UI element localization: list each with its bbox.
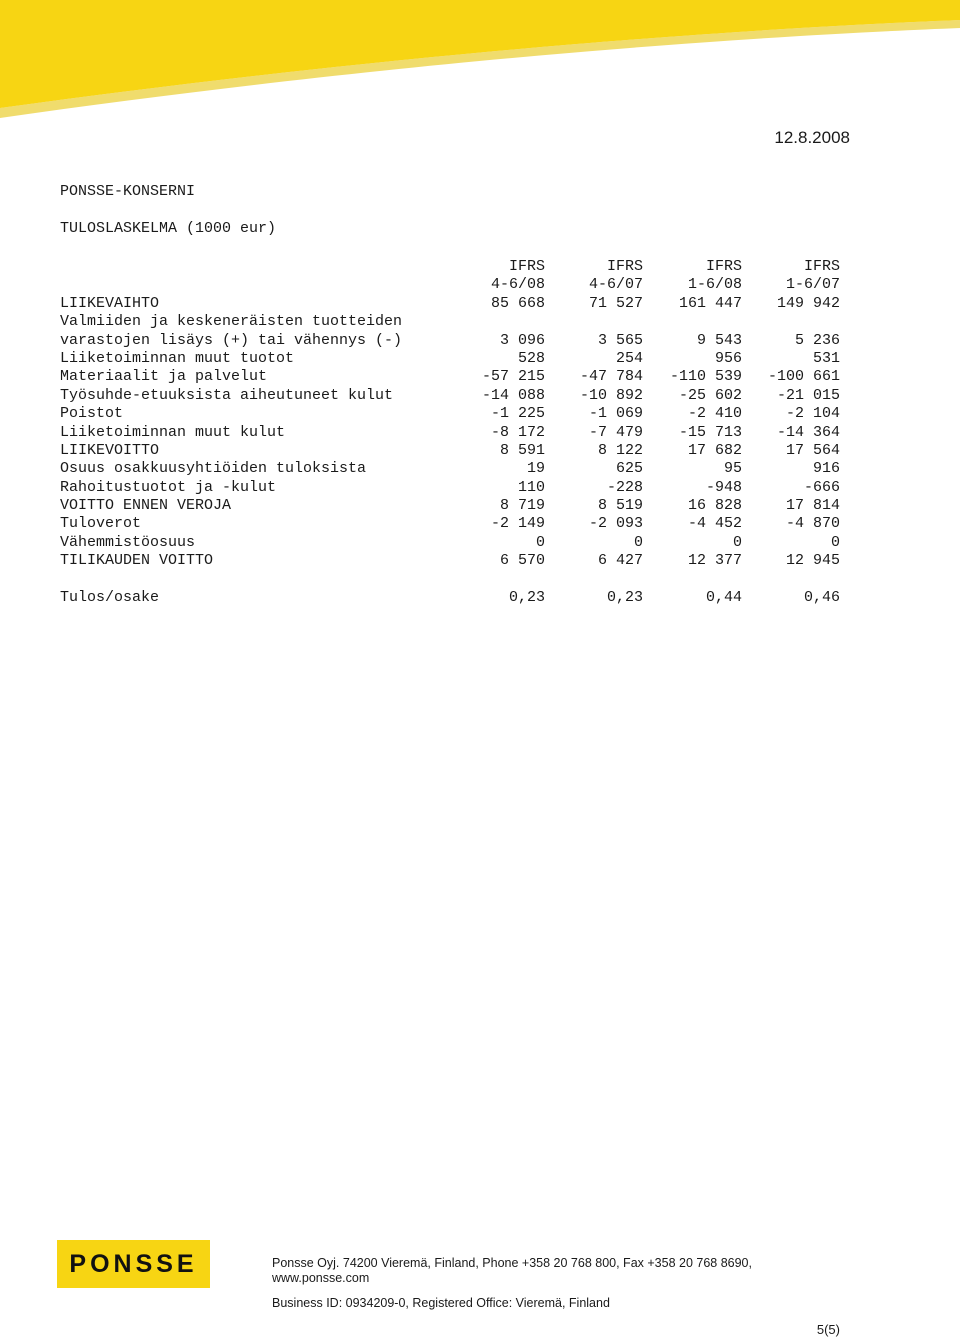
cell-value: 9 543 — [696, 331, 742, 349]
cell-value: 71 527 — [588, 294, 643, 312]
cell-value: -110 539 — [669, 368, 742, 386]
table-spacer — [60, 571, 850, 589]
cell-value: 85 668 — [490, 294, 545, 312]
cell-value: 8 519 — [597, 497, 643, 515]
row-label: LIIKEVOITTO — [60, 441, 160, 459]
row-label: Materiaalit ja palvelut — [60, 368, 268, 386]
column-header-period: 1-6/07 — [785, 276, 840, 294]
cell-value: -1 069 — [588, 405, 643, 423]
cell-value: -10 892 — [579, 386, 643, 404]
table-body — [60, 295, 850, 571]
cell-value: -2 149 — [490, 515, 545, 533]
cell-value: 19 — [526, 460, 545, 478]
table-row — [60, 295, 850, 313]
cell-value: 956 — [714, 349, 742, 367]
column-header-period: 4-6/07 — [588, 276, 643, 294]
cell-value: -228 — [606, 478, 643, 496]
cell-value: 0,23 — [606, 589, 643, 607]
column-header-period: 4-6/08 — [490, 276, 545, 294]
cell-value: 0 — [535, 533, 545, 551]
cell-value: 17 814 — [785, 497, 840, 515]
column-header-standard: IFRS — [705, 258, 742, 275]
row-label: Liiketoiminnan muut kulut — [60, 423, 286, 441]
cell-value: 5 236 — [794, 331, 840, 349]
cell-value: 0,46 — [803, 589, 840, 607]
footer-business-id: Business ID: 0934209-0, Registered Office: Vieremä, Finland — [272, 1296, 610, 1310]
table-row — [60, 534, 850, 552]
table-row — [60, 479, 850, 497]
cell-value: -4 452 — [687, 515, 742, 533]
cell-value: 8 591 — [499, 441, 545, 459]
logo-wordmark: PONSSE — [69, 1250, 198, 1278]
cell-value: 0 — [732, 533, 742, 551]
cell-value: 3 096 — [499, 331, 545, 349]
cell-value: 110 — [517, 478, 545, 496]
cell-value: -666 — [803, 478, 840, 496]
cell-value: -7 479 — [588, 423, 643, 441]
row-label: Vähemmistöosuus — [60, 533, 196, 551]
report-title: TULOSLASKELMA (1000 eur) — [60, 220, 277, 237]
table-row — [60, 387, 850, 405]
column-header-standard: IFRS — [803, 258, 840, 275]
footer-contact: Ponsse Oyj. 74200 Vieremä, Finland, Phone +358 20 768 800, Fax +358 20 768 8690, — [272, 1256, 752, 1270]
row-label: Rahoitustuotot ja -kulut — [60, 478, 277, 496]
header-yellow-swoosh — [0, 0, 960, 130]
row-label: Poistot — [60, 405, 124, 423]
eps-row — [60, 589, 850, 607]
row-label: Tuloverot — [60, 515, 142, 533]
cell-value: -100 661 — [767, 368, 840, 386]
cell-value: 161 447 — [678, 294, 742, 312]
cell-value: -4 870 — [785, 515, 840, 533]
row-label: Liiketoiminnan muut tuotot — [60, 349, 295, 367]
cell-value: -57 215 — [481, 368, 545, 386]
row-label: Valmiiden ja keskeneräisten tuotteiden — [60, 313, 403, 331]
table-row — [60, 442, 850, 460]
table-header-row — [60, 276, 850, 294]
footer — [0, 1230, 960, 1338]
cell-value: -15 713 — [678, 423, 742, 441]
table-row — [60, 405, 850, 423]
cell-value: 916 — [812, 460, 840, 478]
cell-value: -948 — [705, 478, 742, 496]
cell-value: 8 122 — [597, 441, 643, 459]
income-statement-table — [60, 258, 850, 607]
cell-value: -14 364 — [776, 423, 840, 441]
row-label: TILIKAUDEN VOITTO — [60, 552, 214, 570]
document-date: 12.8.2008 — [774, 128, 850, 147]
table-row — [60, 424, 850, 442]
cell-value: -8 172 — [490, 423, 545, 441]
cell-value: 16 828 — [687, 497, 742, 515]
cell-value: 6 570 — [499, 552, 545, 570]
row-label: Tulos/osake — [60, 589, 160, 607]
page-number: 5(5) — [816, 1322, 840, 1337]
footer-website-link[interactable]: www.ponsse.com — [272, 1271, 370, 1285]
ponsse-logo — [57, 1240, 210, 1288]
cell-value: -47 784 — [579, 368, 643, 386]
cell-value: 625 — [615, 460, 643, 478]
cell-value: 17 682 — [687, 441, 742, 459]
cell-value: 3 565 — [597, 331, 643, 349]
cell-value: 17 564 — [785, 441, 840, 459]
cell-value: 12 377 — [687, 552, 742, 570]
row-label: varastojen lisäys (+) tai vähennys (-) — [60, 331, 403, 349]
cell-value: 0,23 — [508, 589, 545, 607]
cell-value: 254 — [615, 349, 643, 367]
cell-value: 0 — [633, 533, 643, 551]
cell-value: 149 942 — [776, 294, 840, 312]
row-label: LIIKEVAIHTO — [60, 294, 160, 312]
column-header-standard: IFRS — [606, 258, 643, 275]
table-header-row — [60, 258, 850, 276]
table-row — [60, 350, 850, 368]
table-row — [60, 368, 850, 386]
cell-value: -21 015 — [776, 386, 840, 404]
cell-value: 0 — [830, 533, 840, 551]
row-label: Osuus osakkuusyhtiöiden tuloksista — [60, 460, 367, 478]
table-row — [60, 497, 850, 515]
cell-value: 6 427 — [597, 552, 643, 570]
row-label: VOITTO ENNEN VEROJA — [60, 497, 232, 515]
cell-value: -2 104 — [785, 405, 840, 423]
cell-value: 531 — [812, 349, 840, 367]
cell-value: -14 088 — [481, 386, 545, 404]
cell-value: -2 093 — [588, 515, 643, 533]
cell-value: 0,44 — [705, 589, 742, 607]
table-row — [60, 460, 850, 478]
cell-value: 528 — [517, 349, 545, 367]
cell-value: -25 602 — [678, 386, 742, 404]
table-row — [60, 313, 850, 331]
column-header-standard: IFRS — [508, 258, 545, 275]
cell-value: 8 719 — [499, 497, 545, 515]
row-label: Työsuhde-etuuksista aiheutuneet kulut — [60, 386, 394, 404]
cell-value: 95 — [723, 460, 742, 478]
table-row — [60, 332, 850, 350]
column-header-period: 1-6/08 — [687, 276, 742, 294]
company-name: PONSSE-KONSERNI — [60, 183, 196, 200]
table-row — [60, 552, 850, 570]
table-row — [60, 515, 850, 533]
cell-value: -1 225 — [490, 405, 545, 423]
cell-value: 12 945 — [785, 552, 840, 570]
cell-value: -2 410 — [687, 405, 742, 423]
